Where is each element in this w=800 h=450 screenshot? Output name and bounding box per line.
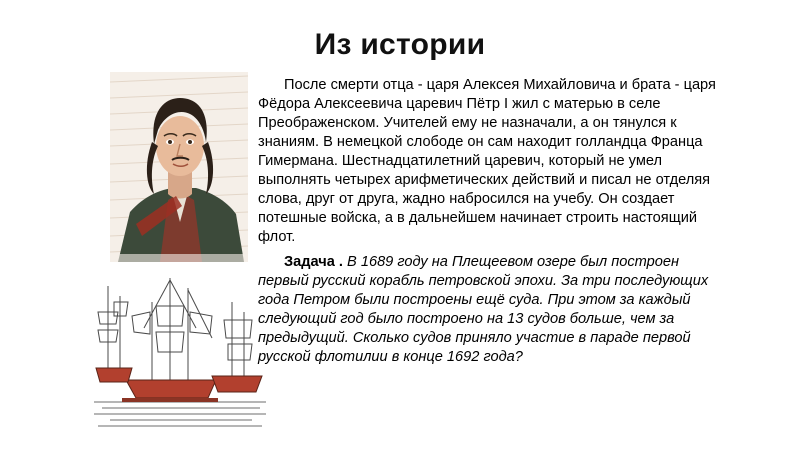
portrait-image [110,72,248,262]
portrait-peter-the-great [110,72,248,262]
task-paragraph [258,253,728,367]
ship-engraving-image [92,272,268,434]
text-column [258,76,728,367]
history-paragraph [258,76,728,247]
task-label: Задача . [284,253,343,270]
history-paragraph-text: После смерти отца - царя Алексея Михайловича и брата - царя Фёдора Алексеевича царевич Пётр I жил с матерью в селе Преображенском. Учителей ему не назначали, а он тянулся к знаниям. В немецкой слободе он сам находит голландца Франца Гимермана. Шестнадцатилетний царевич, который не умел выполнять четырех арифметических действий и писал не отделяя слова, друг от друга, жадно набросился на учебу. Он создает потешные войска, а в дальнейшем начинает строить настоящий флот. [258,77,716,245]
ship-engraving [92,272,268,434]
task-paragraph-text: В 1689 году на Плещеевом озере был построен первый русский корабль петровской эпохи. За три последующих года Петром были построены ещё суда. При этом за каждый следующий год было построено на 13 судов больше, чем за предыдущий. Сколько судов приняло участие в параде первой русской флотилии в конце 1692 года? [258,253,709,365]
page-title: Из истории [314,28,486,61]
